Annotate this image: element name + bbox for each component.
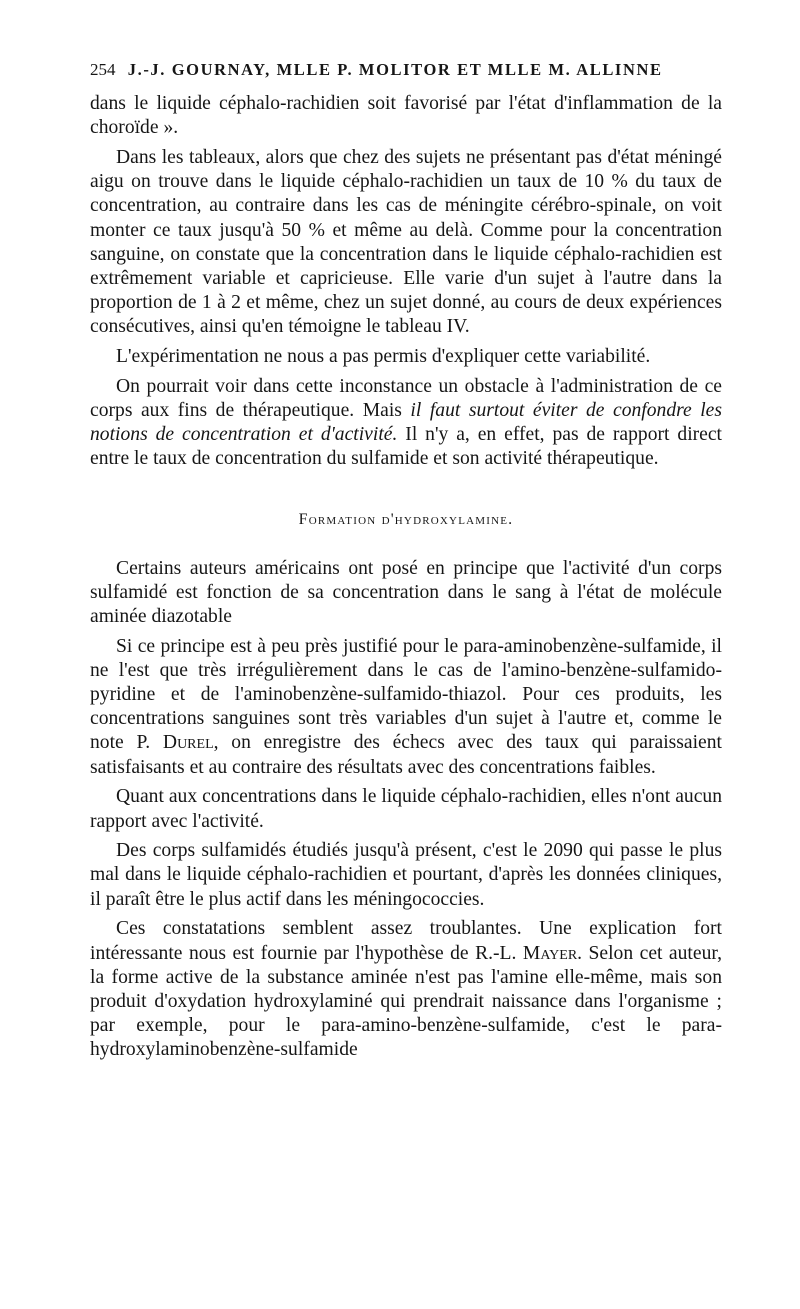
article-body: [90, 92, 722, 1068]
paragraph-corps-sulfamides: Des corps sulfamidés étudiés jusqu'à présent, c'est le 2090 qui passe le plus mal dans le liquide céphalo-rachidien et pourtant, d'après les données cliniques, il paraît être le plus actif dans les méningococcies.: [90, 840, 722, 910]
paragraph-text: . Selon cet auteur, la forme active de la substance aminée n'est pas l'amine elle-même, mais son produit d'oxydation hydroxylaminé qui prendrait naissance dans l'organisme ; par exemple, pour le para-amino-benzène-sulfamide, c'est le para-hydroxylaminobenzène-sulfamide: [90, 942, 723, 1061]
header-authors: J.-J. GOURNAY, MLLE P. MOLITOR ET MLLE M. ALLINNE: [127, 60, 663, 79]
paragraph-tableaux: Dans les tableaux, alors que chez des sujets ne présentant pas d'état méningé aigu on trouve dans le liquide céphalo-rachidien un taux de 10 % du taux de concentration, au contraire dans les cas de méningite cérébro-spinale, on voit monter ce taux jusqu'à 50 % et même au delà. Comme pour la concentration sanguine, on constate que la concentration dans le liquide céphalo-rachidien est extrêmement variable et capricieuse. Elle varie d'un sujet à l'autre dans la proportion de 1 à 2 et même, chez un sujet donné, au cours de deux expériences consécutives, ainsi qu'en témoigne le tableau IV.: [90, 146, 722, 338]
paragraph-text: Si ce principe est à peu près justifié pour le para-aminobenzène-sulfamide, il ne l'est que très irrégulièrement dans le cas de l'amino-benzène-sulfamido-pyridine et de l'aminobenzène-sulfamido-thiazol. Pour ces produits, les concentrations sanguines sont très variables d'un sujet à l'autre et, comme le note P.: [90, 635, 722, 754]
paragraph-text: , on enregistre des échecs avec des taux qui paraissaient satisfaisants et au contraire des résultats avec des concentrations faibles.: [90, 732, 722, 778]
emphasized-statement: il faut surtout éviter de confondre les notions de concentration et d'activité.: [90, 399, 722, 446]
paragraph-continuation: dans le liquide céphalo-rachidien soit favorisé par l'état d'inflammation de la choroïde ».: [90, 93, 722, 139]
paragraph-principe: [90, 635, 722, 780]
paragraph-text: Il n'y a, en effet, pas de rapport direct entre le taux de concentration du sulfamide et son activité thérapeutique.: [90, 424, 722, 470]
running-header: [90, 58, 720, 82]
paragraph-auteurs-americains: Certains auteurs américains ont posé en principe que l'activité d'un corps sulfamidé est fonction de sa concentration dans le sang à l'état de molécule aminée diazotable: [90, 557, 722, 627]
author-name: Durel: [162, 732, 214, 754]
paragraph-inconstance: [90, 375, 722, 472]
paragraph-experimentation: L'expérimentation ne nous a pas permis d'expliquer cette variabilité.: [116, 346, 651, 368]
page-number: 254: [90, 60, 116, 79]
paragraph-text: On pourrait voir dans cette inconstance un obstacle à l'administration de ce corps aux fins de thérapeutique. Mais: [90, 375, 722, 421]
paragraph-text: Ces constatations semblent assez troublantes. Une explication fort intéressante nous est fournie par l'hypothèse de R.-L.: [90, 918, 722, 964]
author-name: Mayer: [522, 942, 578, 964]
paragraph-concentrations: Quant aux concentrations dans le liquide céphalo-rachidien, elles n'ont aucun rapport avec l'activité.: [90, 786, 722, 832]
paragraph-constatations: [90, 917, 722, 1062]
section-heading: Formation d'hydroxylamine.: [298, 510, 514, 528]
